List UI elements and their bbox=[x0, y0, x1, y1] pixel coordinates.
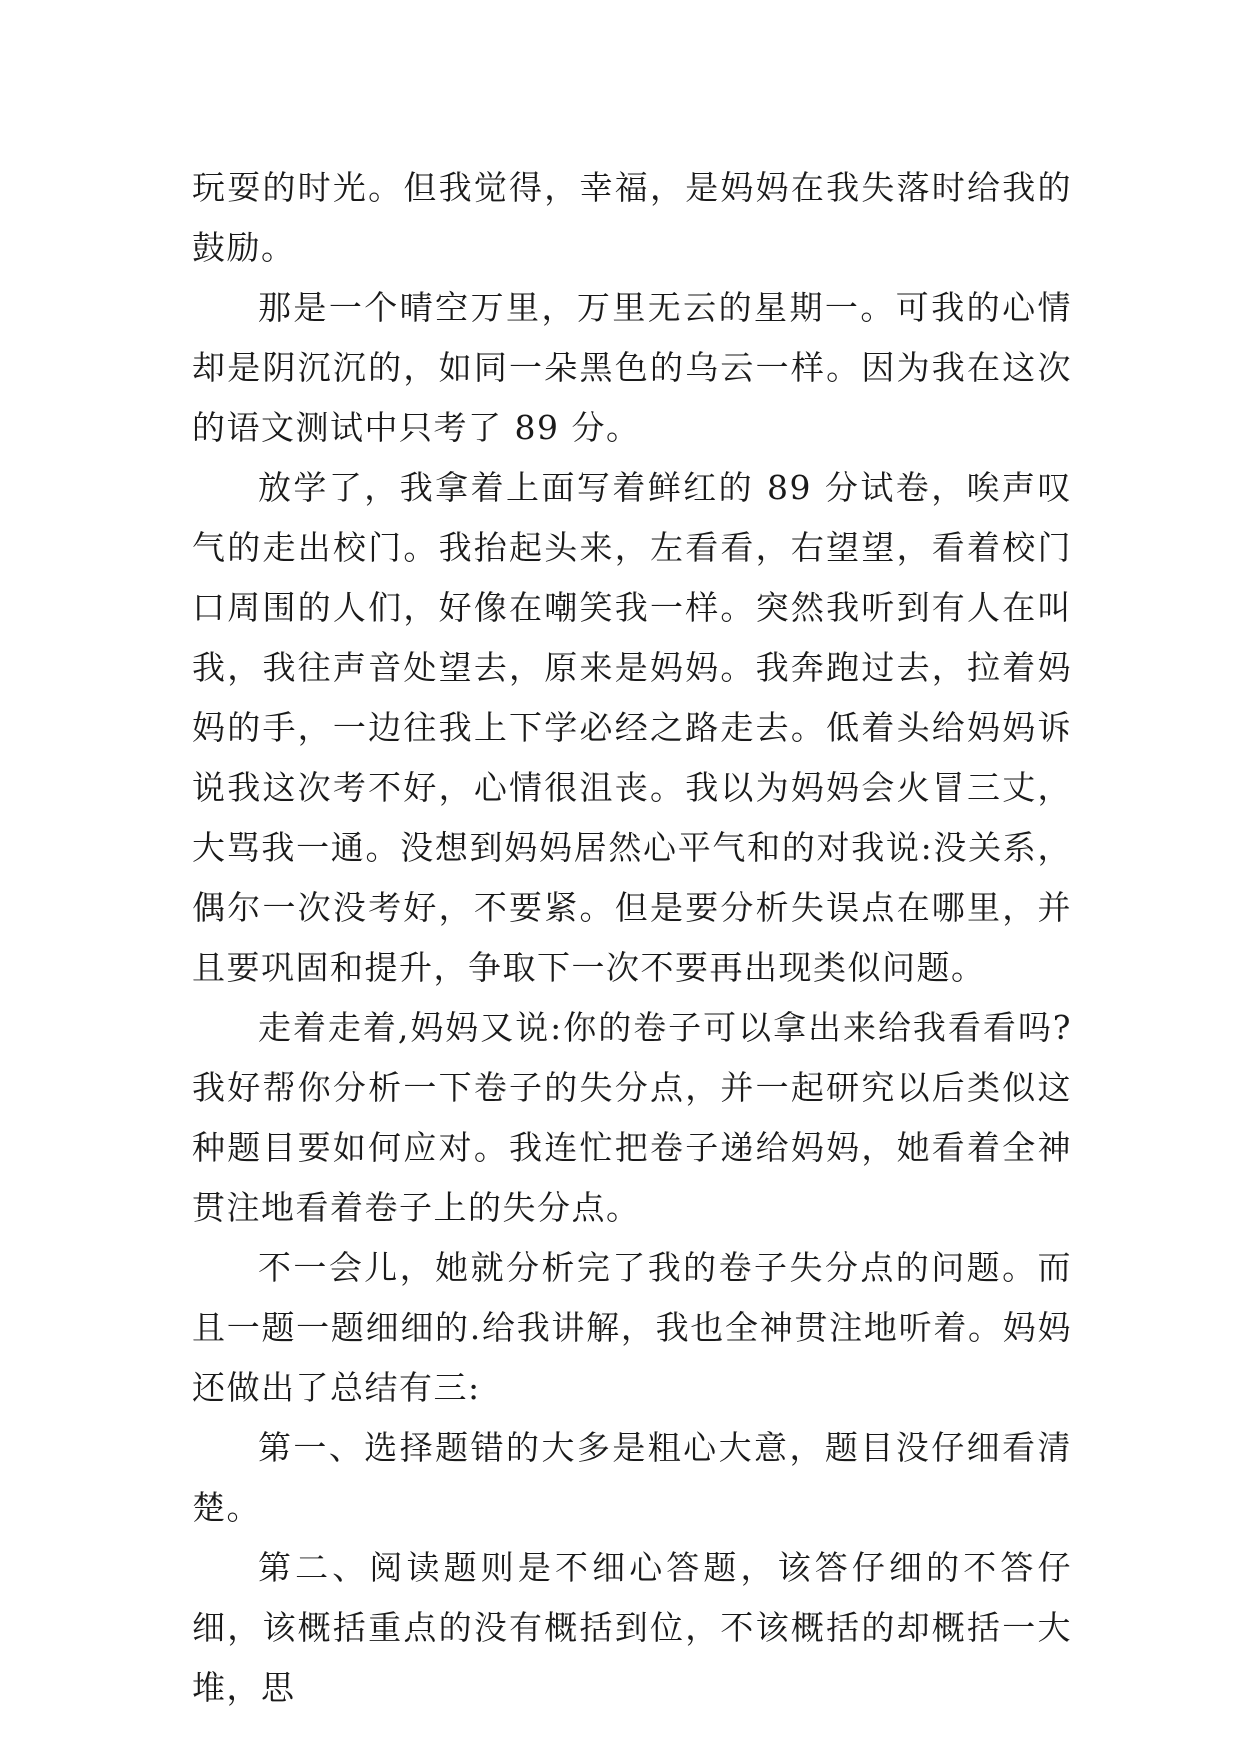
paragraph-after-school: 放学了，我拿着上面写着鲜红的 89 分试卷，唉声叹气的走出校门。我抬起头来，左看看，右望望，看着校门口周围的人们，好像在嘲笑我一样。突然我听到有人在叫我，我往声音处望去，原来是妈妈。我奔跑过去，拉着妈妈的手，一边往我上下学必经之路走去。低着头给妈妈诉说我这次考不好，心情很沮丧。我以为妈妈会火冒三丈，大骂我一通。没想到妈妈居然心平气和的对我说:没关系，偶尔一次没考好，不要紧。但是要分析失误点在哪里，并且要巩固和提升，争取下一次不要再出现类似问题。 bbox=[192, 468, 1072, 987]
paragraph-analysis: 不一会儿，她就分析完了我的卷子失分点的问题。而且一题一题细细的.给我讲解，我也全神贯注地听着。妈妈还做出了总结有三: bbox=[192, 1248, 1072, 1407]
paragraph-continuation: 玩耍的时光。但我觉得，幸福，是妈妈在我失落时给我的鼓励。 bbox=[192, 168, 1072, 267]
paragraph-point-one: 第一、选择题错的大多是粗心大意，题目没仔细看清楚。 bbox=[192, 1428, 1072, 1527]
paragraph-monday: 那是一个晴空万里，万里无云的星期一。可我的心情却是阴沉沉的，如同一朵黑色的乌云一样。因为我在这次的语文测试中只考了 89 分。 bbox=[192, 288, 1072, 447]
paragraph-point-two: 第二、阅读题则是不细心答题，该答仔细的不答仔细，该概括重点的没有概括到位，不该概括的却概括一大堆，思 bbox=[192, 1548, 1072, 1707]
paragraph-walking: 走着走着,妈妈又说:你的卷子可以拿出来给我看看吗?我好帮你分析一下卷子的失分点，并一起研究以后类似这种题目要如何应对。我连忙把卷子递给妈妈，她看着全神贯注地看着卷子上的失分点。 bbox=[192, 1008, 1072, 1227]
article-body bbox=[192, 158, 1072, 1718]
